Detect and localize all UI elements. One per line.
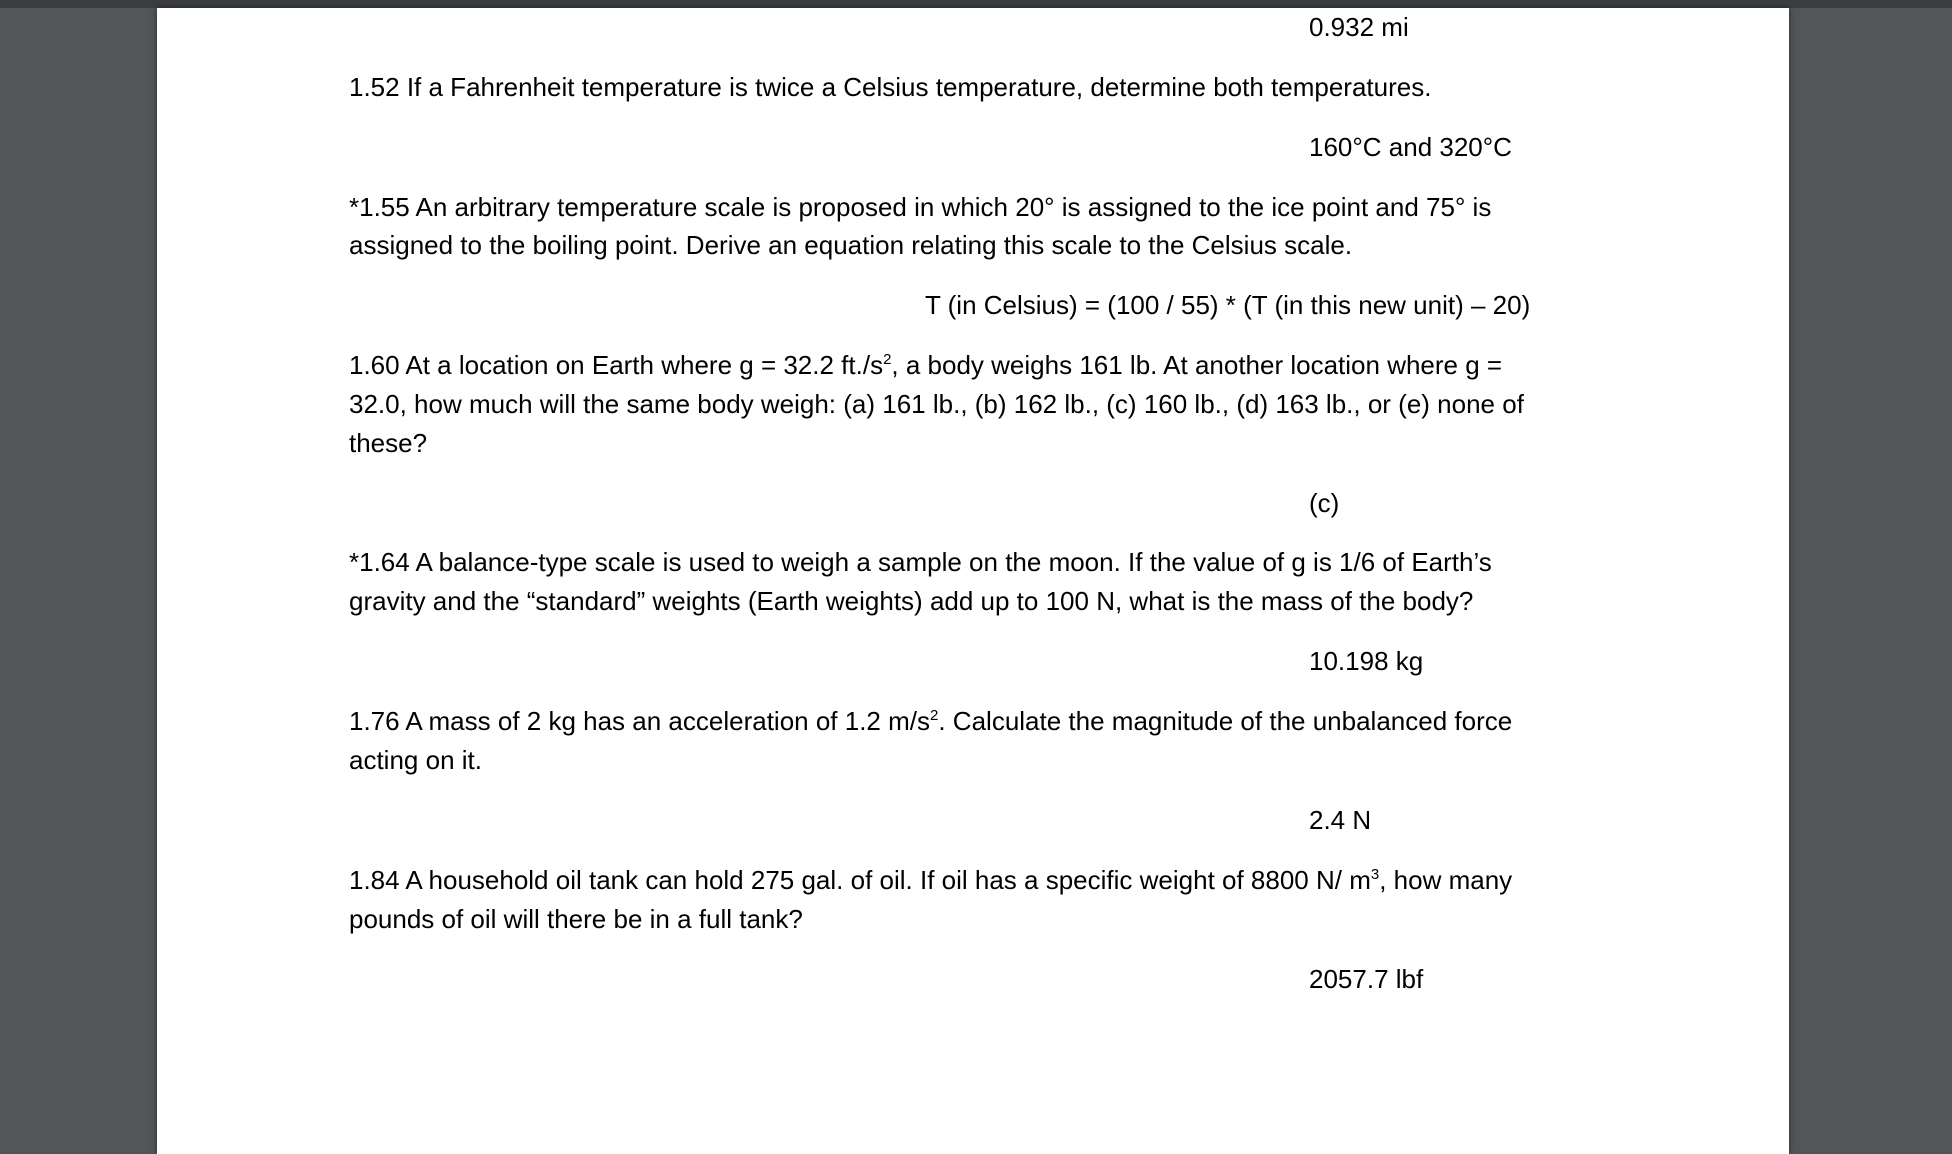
answer-1-76: 2.4 N bbox=[1309, 805, 1372, 835]
problem-1-60-line-3: these? bbox=[349, 428, 428, 458]
problem-1-84-line-2: pounds of oil will there be in a full tank? bbox=[349, 904, 803, 934]
answer-1-64: 10.198 kg bbox=[1309, 646, 1424, 676]
answer-1-50: 0.932 mi bbox=[1309, 12, 1409, 42]
problem-1-84-line-1 bbox=[349, 861, 1749, 900]
problem-1-52: 1.52 If a Fahrenheit temperature is twice a Celsius temperature, determine both temperatures. bbox=[349, 72, 1432, 102]
problem-1-64-line-1: *1.64 A balance-type scale is used to weigh a sample on the moon. If the value of g is 1/6 of Earth’s bbox=[349, 547, 1492, 577]
answer-1-60: (c) bbox=[1309, 488, 1340, 518]
problem-1-84-text-b: , how many bbox=[1379, 865, 1513, 895]
superscript-2: 2 bbox=[883, 351, 892, 368]
problem-1-76-line-1 bbox=[349, 702, 1749, 741]
problem-1-60-line-1 bbox=[349, 346, 1749, 385]
document-page bbox=[157, 8, 1789, 1154]
superscript-3: 3 bbox=[1370, 866, 1380, 883]
answer-1-55: T (in Celsius) = (100 / 55) * (T (in this new unit) – 20) bbox=[925, 290, 1531, 320]
viewer-top-bar bbox=[0, 0, 1952, 8]
superscript-2: 2 bbox=[930, 707, 939, 724]
problem-1-60-line-2: 32.0, how much will the same body weigh: (a) 161 lb., (b) 162 lb., (c) 160 lb., (d) 163 lb., or (e) none of bbox=[349, 389, 1524, 419]
problem-1-76-text-b: . Calculate the magnitude of the unbalanced force bbox=[938, 706, 1513, 736]
answer-1-84: 2057.7 lbf bbox=[1309, 964, 1424, 994]
problem-1-60-text-a: 1.60 At a location on Earth where g = 32.2 ft./s bbox=[349, 350, 884, 380]
problem-1-84-text-a: 1.84 A household oil tank can hold 275 gal. of oil. If oil has a specific weight of 8800 N/ m bbox=[349, 865, 1371, 895]
answer-1-52: 160°C and 320°C bbox=[1309, 132, 1512, 162]
problem-1-55-line-1: *1.55 An arbitrary temperature scale is proposed in which 20° is assigned to the ice point and 75° is bbox=[349, 192, 1492, 222]
problem-1-64-line-2: gravity and the “standard” weights (Earth weights) add up to 100 N, what is the mass of the body? bbox=[349, 586, 1474, 616]
problem-1-60-text-b: , a body weighs 161 lb. At another location where g = bbox=[891, 350, 1503, 380]
problem-1-76-text-a: 1.76 A mass of 2 kg has an acceleration of 1.2 m/s bbox=[349, 706, 931, 736]
problem-1-55-line-2: assigned to the boiling point. Derive an equation relating this scale to the Celsius scale. bbox=[349, 230, 1353, 260]
problem-1-76-line-2: acting on it. bbox=[349, 745, 482, 775]
